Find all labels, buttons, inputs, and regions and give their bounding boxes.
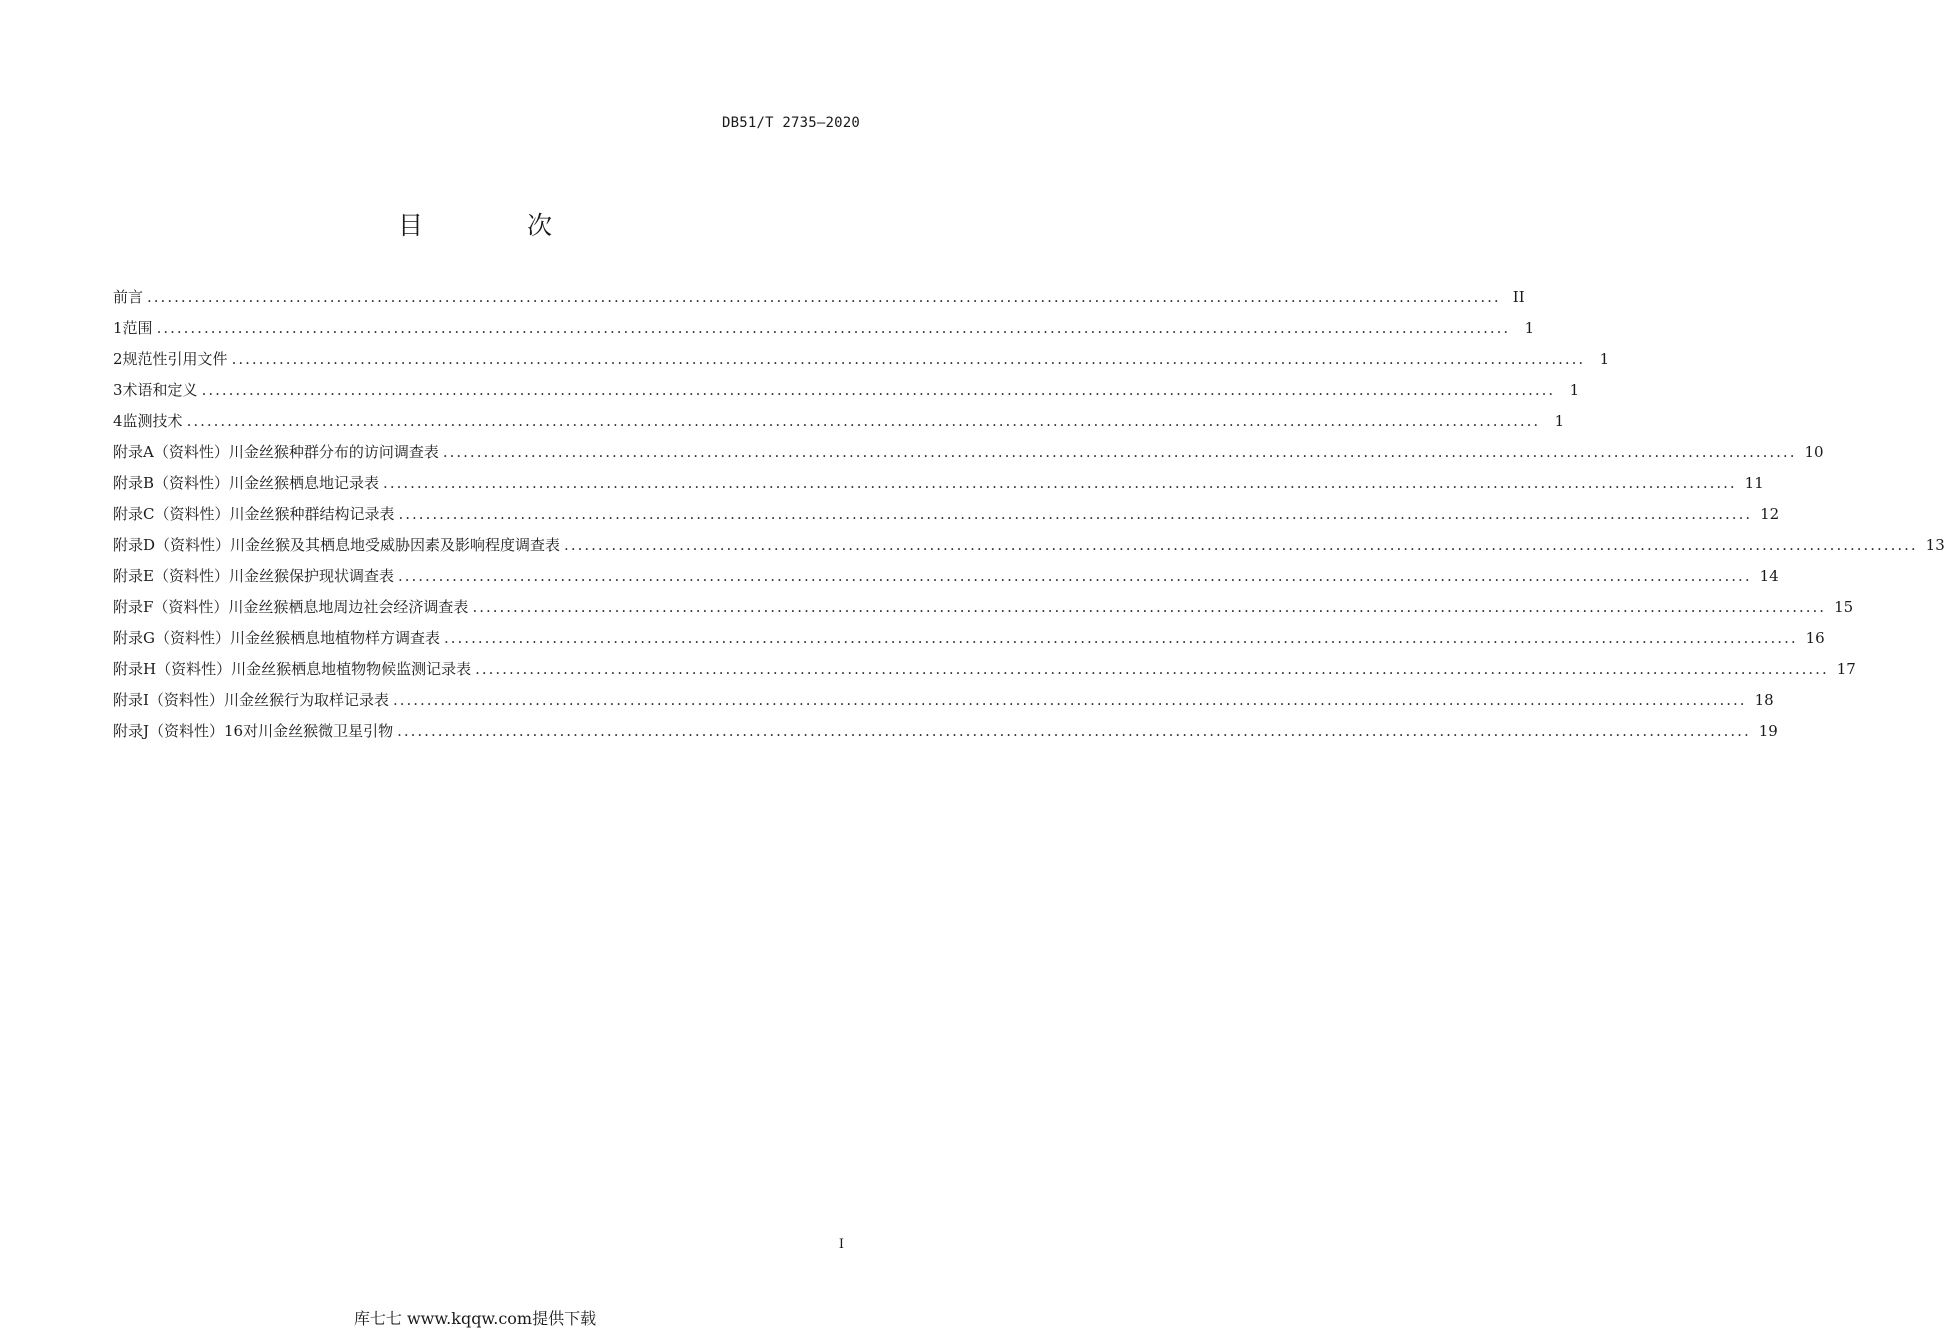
toc-entry[interactable] (113, 689, 1774, 720)
toc-entry-number: 2 (113, 350, 123, 368)
toc-entry-title: 川金丝猴行为取样记录表 (223, 691, 389, 709)
toc-entry-page: 15 (1834, 598, 1854, 616)
toc-leader-dots: ........................................................................................................................................................................................................ (472, 598, 1827, 616)
toc-leader-dots: ........................................................................................................................................................................................................ (147, 288, 1501, 306)
toc-leader-dots: ........................................................................................................................................................................................................ (442, 443, 1797, 461)
toc-entry-title: 监测技术 (122, 412, 183, 430)
toc-entry-page: 1 (1569, 381, 1580, 399)
toc-leader-dots: ........................................................................................................................................................................................................ (398, 505, 1753, 523)
toc-entry[interactable] (113, 534, 1945, 565)
toc-entry-title: 川金丝猴及其栖息地受威胁因素及影响程度调查表 (230, 536, 561, 554)
toc-leader-dots: ........................................................................................................................................................................................................ (201, 381, 1556, 399)
toc-entry-page: 13 (1925, 536, 1945, 554)
toc-entry[interactable] (113, 503, 1780, 534)
toc-entry-title: 16对川金丝猴微卫星引物 (224, 722, 394, 740)
toc-leader-dots: ........................................................................................................................................................................................................ (564, 536, 1918, 554)
toc-entry-appendix-label: 附录F（资料性） (113, 598, 229, 616)
toc-entry-title: 川金丝猴种群结构记录表 (229, 505, 395, 523)
toc-entry[interactable] (113, 379, 1580, 410)
toc-entry-appendix-label: 附录G（资料性） (113, 629, 230, 647)
toc-leader-dots: ........................................................................................................................................................................................................ (383, 474, 1737, 492)
toc-entry-title: 川金丝猴栖息地记录表 (229, 474, 380, 492)
toc-entry-title: 川金丝猴种群分布的访问调查表 (228, 443, 439, 461)
toc-leader-dots: ........................................................................................................................................................................................................ (397, 722, 1751, 740)
toc-leader-dots: ........................................................................................................................................................................................................ (392, 691, 1747, 709)
toc-entry-title: 川金丝猴栖息地植物样方调查表 (229, 629, 440, 647)
page-number: I (838, 1237, 844, 1252)
toc-leader-dots: ........................................................................................................................................................................................................ (186, 412, 1541, 430)
toc-entry-title: 前言 (113, 288, 144, 306)
toc-entry[interactable] (113, 317, 1535, 348)
toc-entry-appendix-label: 附录B（资料性） (113, 474, 230, 492)
toc-entry-appendix-label: 附录A（资料性） (113, 443, 229, 461)
toc-entry-page: 19 (1758, 722, 1778, 740)
toc-entry-page: 10 (1804, 443, 1824, 461)
toc-entry-number: 3 (113, 381, 123, 399)
toc-entry[interactable] (113, 410, 1565, 441)
toc-entry-title: 川金丝猴栖息地植物物候监测记录表 (231, 660, 472, 678)
toc-entry-appendix-label: 附录E（资料性） (113, 567, 229, 585)
toc-entry[interactable] (113, 441, 1824, 472)
toc-entry-page: 1 (1554, 412, 1565, 430)
toc-leader-dots: ........................................................................................................................................................................................................ (231, 350, 1586, 368)
toc-entry[interactable] (113, 596, 1854, 627)
toc-entry[interactable] (113, 348, 1610, 379)
toc-leader-dots: ........................................................................................................................................................................................................ (156, 319, 1511, 337)
toc-title: 目 次 (398, 211, 600, 240)
toc-leader-dots: ........................................................................................................................................................................................................ (475, 660, 1829, 678)
toc-entry-number: 1 (113, 319, 123, 337)
toc-entry-page: 14 (1759, 567, 1779, 585)
toc-entry[interactable] (113, 565, 1779, 596)
toc-entry-appendix-label: 附录I（资料性） (113, 691, 224, 709)
toc-entry-page: 1 (1599, 350, 1610, 368)
toc-entry-page: 17 (1836, 660, 1856, 678)
document-code: DB51/T 2735—2020 (721, 115, 860, 131)
toc-entry-title: 川金丝猴保护现状调查表 (228, 567, 394, 585)
toc-entry[interactable] (113, 720, 1778, 751)
toc-entry-title: 范围 (122, 319, 153, 337)
toc-entry-appendix-label: 附录C（资料性） (113, 505, 230, 523)
download-footer: 库七七 www.kqqw.com提供下载 (353, 1309, 597, 1328)
toc-leader-dots: ........................................................................................................................................................................................................ (444, 629, 1798, 647)
toc-entry-page: 18 (1754, 691, 1774, 709)
toc-entry-number: 4 (113, 412, 123, 430)
toc-entry-appendix-label: 附录D（资料性） (113, 536, 231, 554)
toc-entry-title: 规范性引用文件 (122, 350, 228, 368)
toc-entry-page: 11 (1744, 474, 1764, 492)
toc-entry-appendix-label: 附录J（资料性） (113, 722, 225, 740)
toc-entry-page: II (1512, 288, 1525, 306)
toc-entry[interactable] (113, 286, 1525, 317)
toc-entry-page: 12 (1760, 505, 1780, 523)
toc-leader-dots: ........................................................................................................................................................................................................ (397, 567, 1752, 585)
toc-entry[interactable] (113, 658, 1856, 689)
toc-entry[interactable] (113, 627, 1825, 658)
toc-entry-title: 术语和定义 (122, 381, 198, 399)
toc-entry[interactable] (113, 472, 1764, 503)
toc-entry-title: 川金丝猴栖息地周边社会经济调查表 (228, 598, 469, 616)
toc-entry-appendix-label: 附录H（资料性） (113, 660, 232, 678)
toc-entry-page: 16 (1805, 629, 1825, 647)
table-of-contents (113, 286, 1945, 751)
toc-entry-page: 1 (1524, 319, 1535, 337)
